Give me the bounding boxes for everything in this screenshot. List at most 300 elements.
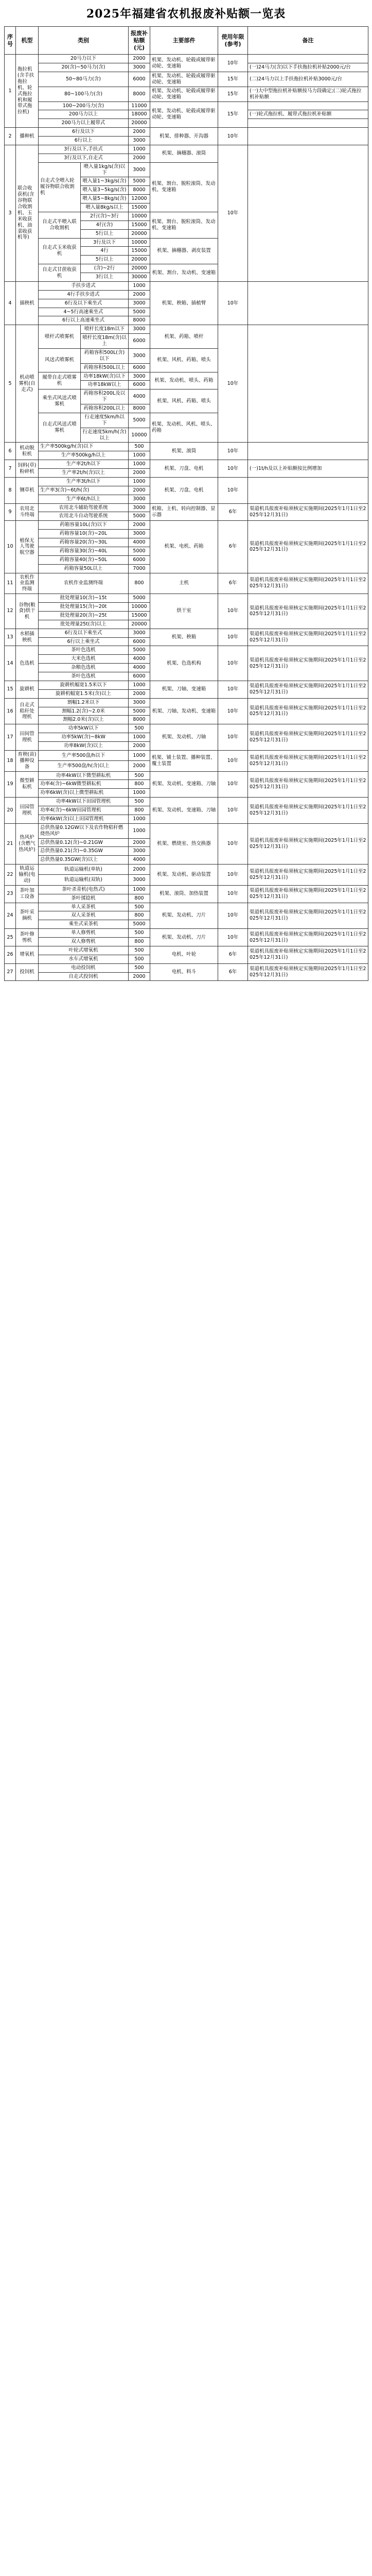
table-cell: 机架、发动机、轮毂或履带驱动轮、变速箱 bbox=[150, 72, 218, 87]
table-cell: (一)大中型拖拉机补贴额按马力段确定;(二)轮式拖拉机补贴额 bbox=[248, 87, 368, 101]
table-cell: 机架、秧箱 bbox=[150, 629, 218, 646]
table-cell: 10 bbox=[5, 521, 16, 573]
table-cell: 10年 bbox=[218, 477, 248, 503]
table-cell: 800 bbox=[129, 780, 150, 789]
table-cell: 4行手扶步进式 bbox=[39, 290, 129, 299]
table-cell: 机架、发动机、轮毂或履带驱动轮、变速箱 bbox=[150, 101, 218, 128]
header-amount: 报废补贴额(元) bbox=[129, 27, 150, 55]
table-cell: 微型耕耘机 bbox=[16, 771, 39, 798]
table-cell: 5000 bbox=[129, 413, 150, 428]
table-row bbox=[5, 281, 368, 290]
table-cell: 渠道机具报废补贴须核定实施期间(2025年1月1日至2025年12月31日) bbox=[248, 724, 368, 751]
table-cell: 轨道运输机(双轨) bbox=[39, 875, 129, 885]
table-cell: 7000 bbox=[129, 564, 150, 573]
table-cell: 500 bbox=[129, 946, 150, 955]
table-cell: 10年 bbox=[218, 325, 248, 443]
table-row bbox=[5, 750, 368, 760]
table-cell bbox=[248, 101, 368, 110]
table-cell: 6000 bbox=[129, 72, 150, 87]
table-cell: 药箱容量30(含)~40L bbox=[39, 547, 129, 555]
table-cell: 4~5行高速乘坐式 bbox=[39, 308, 129, 316]
table-cell: 6年 bbox=[218, 573, 248, 594]
table-cell: 渠道机具报废补贴须核定实施期间(2025年1月1日至2025年12月31日) bbox=[248, 646, 368, 681]
table-cell: 旋耕机 bbox=[16, 681, 39, 698]
table-cell: (含)~2行 bbox=[81, 264, 129, 273]
table-cell: 1000 bbox=[129, 750, 150, 760]
table-cell: 1000 bbox=[129, 885, 150, 894]
table-cell: 谷物(粮食)烘干机 bbox=[16, 594, 39, 629]
table-cell: 机架、割台、发动机、变速箱 bbox=[150, 264, 218, 282]
table-cell: 10年 bbox=[218, 823, 248, 864]
table-cell: 功率5kW以下 bbox=[39, 724, 129, 733]
table-cell: 100~200马力(含) bbox=[39, 101, 129, 110]
table-cell: 电机、叶轮 bbox=[150, 946, 218, 963]
table-cell: 茶叶采摘机 bbox=[16, 903, 39, 929]
table-cell: 批处理量10(含)~15t bbox=[39, 594, 129, 603]
table-cell: 水车式增氧机 bbox=[39, 955, 129, 963]
table-cell: 渠道机具报废补贴须核定实施期间(2025年1月1日至2025年12月31日) bbox=[248, 823, 368, 864]
table-cell: 3000 bbox=[129, 875, 150, 885]
table-cell: 4000 bbox=[129, 655, 150, 664]
table-cell: 生产率3(含)~6t/h(含) bbox=[39, 486, 129, 495]
table-cell: 27 bbox=[5, 963, 16, 981]
table-cell: 10年 bbox=[218, 460, 248, 478]
table-cell: 1000 bbox=[129, 477, 150, 486]
table-cell: 800 bbox=[129, 938, 150, 946]
table-cell: 3000 bbox=[129, 372, 150, 381]
table-cell: 500 bbox=[129, 771, 150, 780]
table-cell: 3000 bbox=[129, 299, 150, 308]
table-cell: 生产率3t/h以下 bbox=[39, 477, 129, 486]
table-cell: 6年 bbox=[218, 503, 248, 521]
table-cell: 割幅1.2(含)~2.0米 bbox=[39, 707, 129, 716]
table-cell: 10年 bbox=[218, 681, 248, 698]
table-cell: 生产率500kg/h(含)以下 bbox=[39, 443, 129, 451]
table-cell: 水稻插秧机 bbox=[16, 629, 39, 646]
table-cell: 生产率2t/h(含)以上 bbox=[39, 469, 129, 478]
table-cell: 10年 bbox=[218, 128, 248, 145]
table-cell: 茶叶揉捻机 bbox=[39, 894, 129, 903]
table-cell: 机架、割台、脱粒滚筒、发动机、变速箱 bbox=[150, 212, 218, 238]
table-cell: 20000 bbox=[129, 264, 150, 273]
table-cell: 15年 bbox=[218, 72, 248, 87]
table-cell: 6000 bbox=[129, 381, 150, 389]
table-cell: 农机作业监测终端 bbox=[39, 573, 129, 594]
table-cell: 农用北斗终端 bbox=[16, 503, 39, 521]
table-cell: 渠道机具报废补贴须核定实施期间(2025年1月1日至2025年12月31日) bbox=[248, 903, 368, 929]
table-cell bbox=[248, 281, 368, 325]
table-cell: 2000 bbox=[129, 128, 150, 137]
table-cell: 电机、料斗 bbox=[150, 963, 218, 981]
table-cell: (一)24马力(含)以下手扶拖拉机补贴2000元/台 bbox=[248, 63, 368, 72]
table-cell: 杂粮色选机 bbox=[39, 664, 129, 672]
table-cell: 800 bbox=[129, 911, 150, 920]
table-cell: 20马力以下 bbox=[39, 55, 129, 63]
table-cell: 机架、燃烧室、热交换器 bbox=[150, 823, 218, 864]
table-cell: 总供热量0.12(含)~0.21GW bbox=[39, 838, 129, 847]
table-cell: 5000 bbox=[129, 308, 150, 316]
table-row bbox=[5, 823, 368, 838]
table-cell: 功率4kW以下微型耕耘机 bbox=[39, 771, 129, 780]
table-cell: 轨道运输机(单轨) bbox=[39, 865, 129, 875]
table-row bbox=[5, 771, 368, 780]
table-cell: 功率18kW(含)以下 bbox=[81, 372, 129, 381]
table-cell: 旋耕机幅宽1.5米以下 bbox=[39, 681, 129, 689]
table-cell: 4行(含) bbox=[81, 221, 129, 229]
table-cell: 双人采茶机 bbox=[39, 911, 129, 920]
table-cell: 8000 bbox=[129, 716, 150, 724]
table-cell: 21 bbox=[5, 823, 16, 864]
table-cell: 2000 bbox=[129, 689, 150, 698]
table-cell: 20000 bbox=[129, 229, 150, 238]
table-cell: (一)1t/h及以上补贴额按比例增加 bbox=[248, 460, 368, 478]
header-row bbox=[5, 27, 368, 55]
table-cell: 机架、发动机、轮毂或履带驱动轮、变速箱 bbox=[150, 55, 218, 72]
table-cell: 插秧机 bbox=[16, 281, 39, 325]
table-cell: 自走式风送式喷雾机 bbox=[39, 413, 81, 443]
table-cell: 14 bbox=[5, 646, 16, 681]
table-cell: 6 bbox=[5, 443, 16, 460]
table-cell: 渠道机具报废补贴须核定实施期间(2025年1月1日至2025年12月31日) bbox=[248, 865, 368, 886]
table-cell: 11000 bbox=[129, 101, 150, 110]
table-cell: 行走速度5km/h以下 bbox=[81, 413, 129, 428]
table-cell: 割幅1.2米以下 bbox=[39, 698, 129, 707]
table-cell: 自走式投饲机 bbox=[39, 972, 129, 981]
table-row bbox=[5, 698, 368, 707]
table-cell: 渠道机具报废补贴须核定实施期间(2025年1月1日至2025年12月31日) bbox=[248, 594, 368, 629]
table-cell: 农机作业监测终端 bbox=[16, 573, 39, 594]
table-cell: 4000 bbox=[129, 389, 150, 404]
table-cell: 2000 bbox=[129, 742, 150, 751]
table-cell: 1000 bbox=[129, 733, 150, 742]
table-cell: (一)轮式拖拉机、履带式拖拉机补贴额 bbox=[248, 110, 368, 119]
table-cell: 机架、发动机、轮毂或履带驱动轮、变速箱 bbox=[150, 87, 218, 101]
header-life: 使用年限(参考) bbox=[218, 27, 248, 55]
table-cell: 6000 bbox=[129, 637, 150, 646]
table-cell: 烘干室 bbox=[150, 594, 218, 629]
table-cell: 4000 bbox=[129, 856, 150, 865]
table-cell: 10年 bbox=[218, 865, 248, 886]
table-cell: 功率6kW(含)以上田园管理机 bbox=[39, 815, 129, 823]
table-cell: 功率4(含)~6kW微型耕耘机 bbox=[39, 780, 129, 789]
table-cell bbox=[248, 145, 368, 281]
table-cell: 药箱容积500L(含)以下 bbox=[81, 348, 129, 363]
table-cell: 田间管理机 bbox=[16, 724, 39, 751]
table-cell: 功率18kW以上 bbox=[81, 381, 129, 389]
table-cell: 药箱容量50L以上 bbox=[39, 564, 129, 573]
table-cell: 15000 bbox=[129, 247, 150, 256]
table-cell: 12 bbox=[5, 594, 16, 629]
table-cell: 联合收获机(含谷物联合收割机、玉米收获机、油菜收获机等) bbox=[16, 145, 39, 281]
table-cell: 10年 bbox=[218, 629, 248, 646]
table-cell: 机架、排种器、开沟器 bbox=[150, 128, 218, 145]
header-seq: 序号 bbox=[5, 27, 16, 55]
table-cell: 10年 bbox=[218, 443, 248, 460]
table-cell: 机架、摘穗器、滚筒 bbox=[150, 145, 218, 162]
table-cell: 200马力以上 bbox=[39, 110, 129, 119]
table-cell: 茶叶色选机 bbox=[39, 672, 129, 681]
table-cell: 1000 bbox=[129, 789, 150, 798]
table-cell: 6行以上高速乘坐式 bbox=[39, 316, 129, 325]
table-cell: 8000 bbox=[129, 186, 150, 195]
table-cell: 6年 bbox=[218, 946, 248, 963]
table-cell: 药箱容量10(含)~20L bbox=[39, 530, 129, 538]
table-cell bbox=[248, 55, 368, 63]
table-cell: 6行及以下乘坐式 bbox=[39, 629, 129, 637]
table-cell: 机架、秧箱、插植臂 bbox=[150, 281, 218, 325]
table-row bbox=[5, 521, 368, 530]
table-cell: 2000 bbox=[129, 838, 150, 847]
table-cell: 7 bbox=[5, 460, 16, 478]
table-cell: 5 bbox=[5, 325, 16, 443]
table-row bbox=[5, 865, 368, 875]
table-cell: 机架、铺土装置、播种装置、覆土装置 bbox=[150, 750, 218, 771]
table-cell: 总供热量0.35GW(含)以上 bbox=[39, 856, 129, 865]
table-cell: 机架、发动机、变速箱、刀轴 bbox=[150, 771, 218, 798]
table-cell: 喷杆长度18m以下 bbox=[81, 325, 129, 334]
table-cell: 10年 bbox=[218, 55, 248, 72]
table-cell: 19 bbox=[5, 771, 16, 798]
table-cell: 10000 bbox=[129, 238, 150, 247]
table-cell: 渠道机具报废补贴须核定实施期间(2025年1月1日至2025年12月31日) bbox=[248, 771, 368, 798]
table-cell bbox=[248, 325, 368, 443]
table-cell: 1000 bbox=[129, 281, 150, 290]
table-cell: 26 bbox=[5, 946, 16, 963]
table-cell: 茶叶色选机 bbox=[39, 646, 129, 655]
table-cell: 3000 bbox=[129, 63, 150, 72]
table-cell: 药箱容量20(含)~30L bbox=[39, 538, 129, 547]
table-cell: 2000 bbox=[129, 486, 150, 495]
table-cell: 3000 bbox=[129, 495, 150, 503]
table-cell: 机架、发动机、喷头、药箱 bbox=[150, 372, 218, 389]
table-cell: 3 bbox=[5, 145, 16, 281]
table-cell: 5000 bbox=[129, 547, 150, 555]
table-cell: 增氧机 bbox=[16, 946, 39, 963]
table-cell: 18000 bbox=[129, 110, 150, 119]
subsidy-table bbox=[4, 26, 368, 981]
table-cell: 生产率2t/h以下 bbox=[39, 460, 129, 469]
table-cell: 单人采茶机 bbox=[39, 903, 129, 911]
table-row bbox=[5, 594, 368, 603]
table-cell: 6行以上 bbox=[39, 137, 129, 145]
table-cell: 大米色选机 bbox=[39, 655, 129, 664]
table-row bbox=[5, 87, 368, 101]
table-row bbox=[5, 946, 368, 955]
table-cell: 功率4kW以下田园管理机 bbox=[39, 798, 129, 806]
table-cell: 功率5kW(含)~8kW bbox=[39, 733, 129, 742]
table-cell: 20(含)~50马力(含) bbox=[39, 63, 129, 72]
table-cell: 拖拉机(含手扶拖拉机、轮式拖拉机和履带式拖拉机) bbox=[16, 55, 39, 128]
table-cell: 10年 bbox=[218, 771, 248, 798]
table-cell: 10000 bbox=[129, 212, 150, 221]
table-cell: 50~80马力(含) bbox=[39, 72, 129, 87]
table-cell: 机架、刀盘、电机 bbox=[150, 460, 218, 478]
table-cell: 3000 bbox=[129, 137, 150, 145]
table-cell: 功率8kW(含)以上 bbox=[39, 742, 129, 751]
table-cell: 旋耕机幅宽1.5米(含)以上 bbox=[39, 689, 129, 698]
table-body bbox=[5, 55, 368, 981]
table-cell: 6000 bbox=[129, 363, 150, 372]
table-cell: 2000 bbox=[129, 55, 150, 63]
table-cell: 15 bbox=[5, 681, 16, 698]
table-cell: 铡草机 bbox=[16, 477, 39, 503]
table-cell: 500 bbox=[129, 903, 150, 911]
table-cell: 800 bbox=[129, 894, 150, 903]
table-cell: 农用北斗辅助驾驶系统 bbox=[39, 503, 129, 512]
table-cell: 乘坐式风送式喷雾机 bbox=[39, 389, 81, 413]
table-cell: 渠道机具报废补贴须核定实施期间(2025年1月1日至2025年12月31日) bbox=[248, 503, 368, 521]
table-cell: 药箱容量10L(含)以下 bbox=[39, 521, 129, 530]
table-cell: 机架、风机、药箱、喷头 bbox=[150, 389, 218, 413]
table-cell: 1000 bbox=[129, 815, 150, 823]
table-cell: 4 bbox=[5, 281, 16, 325]
table-cell: 10年 bbox=[218, 903, 248, 929]
table-cell: 机架、电机、药箱 bbox=[150, 521, 218, 573]
table-cell: 10年 bbox=[218, 594, 248, 629]
table-cell: 手扶步进式 bbox=[39, 281, 129, 290]
table-cell: 800 bbox=[129, 806, 150, 815]
table-cell: 15000 bbox=[129, 204, 150, 212]
table-cell: 渠道机具报废补贴须核定实施期间(2025年1月1日至2025年12月31日) bbox=[248, 629, 368, 646]
table-cell: 药箱容积500L以上 bbox=[81, 363, 129, 372]
table-cell: 1000 bbox=[129, 823, 150, 838]
table-cell: 24 bbox=[5, 903, 16, 929]
table-cell: 5行以上 bbox=[81, 229, 129, 238]
table-cell: 20000 bbox=[129, 620, 150, 629]
table-row bbox=[5, 646, 368, 655]
table-cell: 6行以上乘坐式 bbox=[39, 637, 129, 646]
table-cell: 生产率500盘/h以下 bbox=[39, 750, 129, 760]
table-cell: 15000 bbox=[129, 221, 150, 229]
table-cell: 500 bbox=[129, 798, 150, 806]
table-cell: 500 bbox=[129, 443, 150, 451]
table-cell: 20000 bbox=[129, 256, 150, 264]
table-cell: 机架、发动机、刀轴 bbox=[150, 724, 218, 751]
table-cell: 机架、刀盘、电机 bbox=[150, 477, 218, 503]
table-cell: 割幅2.0米(含)以上 bbox=[39, 716, 129, 724]
table-cell: 10000 bbox=[129, 428, 150, 443]
table-cell: 5000 bbox=[129, 920, 150, 929]
table-cell: 机架、发动机、风机、喷头、药箱 bbox=[150, 413, 218, 443]
table-cell: 20000 bbox=[129, 119, 150, 128]
table-cell: 3000 bbox=[129, 503, 150, 512]
table-cell: 生产率500盘/h(含)以上 bbox=[39, 761, 129, 771]
table-cell: 生产率500kg/h以上 bbox=[39, 451, 129, 460]
table-cell: 4000 bbox=[129, 538, 150, 547]
table-cell: 10年 bbox=[218, 885, 248, 903]
table-cell: 农用北斗自动驾驶系统 bbox=[39, 512, 129, 521]
table-cell: 渠道机具报废补贴须核定实施期间(2025年1月1日至2025年12月31日) bbox=[248, 885, 368, 903]
table-cell: 3000 bbox=[129, 348, 150, 363]
table-cell: 渠道机具报废补贴须核定实施期间(2025年1月1日至2025年12月31日) bbox=[248, 698, 368, 724]
table-cell: 机动喷雾机(自走式) bbox=[16, 325, 39, 443]
table-cell: 3000 bbox=[129, 325, 150, 334]
table-cell: 机架、割台、脱粒滚筒、发动机、变速箱 bbox=[150, 162, 218, 212]
table-cell: 18 bbox=[5, 750, 16, 771]
table-cell: 22 bbox=[5, 865, 16, 886]
table-cell: 3行及以下,自走式 bbox=[39, 154, 129, 162]
table-cell: 主机 bbox=[150, 573, 218, 594]
table-cell bbox=[248, 128, 368, 145]
table-cell: 植保无人驾驶航空器 bbox=[16, 521, 39, 573]
table-cell: 机架、发动机、变速箱、刀轴 bbox=[150, 798, 218, 824]
table-cell: 500 bbox=[129, 963, 150, 972]
table-row bbox=[5, 72, 368, 87]
table-cell: 8 bbox=[5, 477, 16, 503]
table-cell: 生产率6t/h以上 bbox=[39, 495, 129, 503]
table-cell: 30000 bbox=[129, 273, 150, 282]
page-title: 2025年福建省农机报废补贴额一览表 bbox=[86, 7, 286, 21]
table-cell: 总供热量0.21(含)~0.35GW bbox=[39, 847, 129, 856]
table-row bbox=[5, 477, 368, 486]
table-cell: 3行及以下,手扶式 bbox=[39, 145, 129, 154]
table-cell: 电动投饲机 bbox=[39, 963, 129, 972]
table-cell: 17 bbox=[5, 724, 16, 751]
header-category: 类别 bbox=[39, 27, 129, 55]
table-cell: 投饲机 bbox=[16, 963, 39, 981]
table-cell: 3000 bbox=[129, 530, 150, 538]
table-cell: 自走式秸秆处理机 bbox=[16, 698, 39, 724]
table-cell: 药箱容积200L及以下 bbox=[81, 389, 129, 404]
table-cell: 9 bbox=[5, 503, 16, 521]
table-cell: 1000 bbox=[129, 460, 150, 469]
table-row bbox=[5, 145, 368, 154]
table-cell: 喂入量8kg/s以上 bbox=[81, 204, 129, 212]
table-cell: 200马力以上履带式 bbox=[39, 119, 129, 128]
table-row bbox=[5, 325, 368, 334]
table-cell: 茶叶加工设备 bbox=[16, 885, 39, 903]
table-cell: 功率6kW(含)以上微型耕耘机 bbox=[39, 789, 129, 798]
table-cell: 5000 bbox=[129, 707, 150, 716]
table-cell: 8000 bbox=[129, 87, 150, 101]
table-row bbox=[5, 929, 368, 938]
table-cell: 饲料(草)粉碎机 bbox=[16, 460, 39, 478]
table-cell: 喂入量3~5kg/s(含) bbox=[81, 186, 129, 195]
table-cell: 自走式全喂入轮履谷物联合收割机 bbox=[39, 162, 81, 212]
table-cell: 13 bbox=[5, 629, 16, 646]
table-cell: 批处理量25t(含)以上 bbox=[39, 620, 129, 629]
table-cell: 渠道机具报废补贴须核定实施期间(2025年1月1日至2025年12月31日) bbox=[248, 963, 368, 981]
table-cell bbox=[248, 477, 368, 503]
table-cell: 23 bbox=[5, 885, 16, 903]
table-cell: 8000 bbox=[129, 316, 150, 325]
table-cell: 500 bbox=[129, 929, 150, 938]
table-cell: 药箱容积200L以上 bbox=[81, 404, 129, 413]
table-row bbox=[5, 55, 368, 63]
table-cell: 5000 bbox=[129, 177, 150, 186]
table-cell: 行走速度5km/h(含)以上 bbox=[81, 428, 129, 443]
table-cell bbox=[248, 119, 368, 128]
table-row bbox=[5, 724, 368, 733]
table-cell: 履带自走式喷雾机 bbox=[39, 372, 81, 389]
table-cell: 8000 bbox=[129, 404, 150, 413]
table-cell: 12000 bbox=[129, 195, 150, 204]
table-cell: 药箱容量40(含)~50L bbox=[39, 555, 129, 564]
table-row bbox=[5, 128, 368, 137]
table-cell: 10年 bbox=[218, 145, 248, 281]
document bbox=[0, 0, 372, 985]
table-cell: 育秧(苗)播种设备 bbox=[16, 750, 39, 771]
table-cell bbox=[248, 443, 368, 460]
table-cell: 500 bbox=[129, 724, 150, 733]
table-cell: 25 bbox=[5, 929, 16, 946]
table-cell: 3行及以下 bbox=[81, 238, 129, 247]
table-cell: 3000 bbox=[129, 847, 150, 856]
table-cell: 喂入量1kg/s(含)以下 bbox=[81, 162, 129, 177]
table-cell: 批处理量15(含)~20t bbox=[39, 603, 129, 612]
table-cell: 机架、药箱、喷杆 bbox=[150, 325, 218, 349]
table-cell: 渠道机具报废补贴须核定实施期间(2025年1月1日至2025年12月31日) bbox=[248, 946, 368, 963]
